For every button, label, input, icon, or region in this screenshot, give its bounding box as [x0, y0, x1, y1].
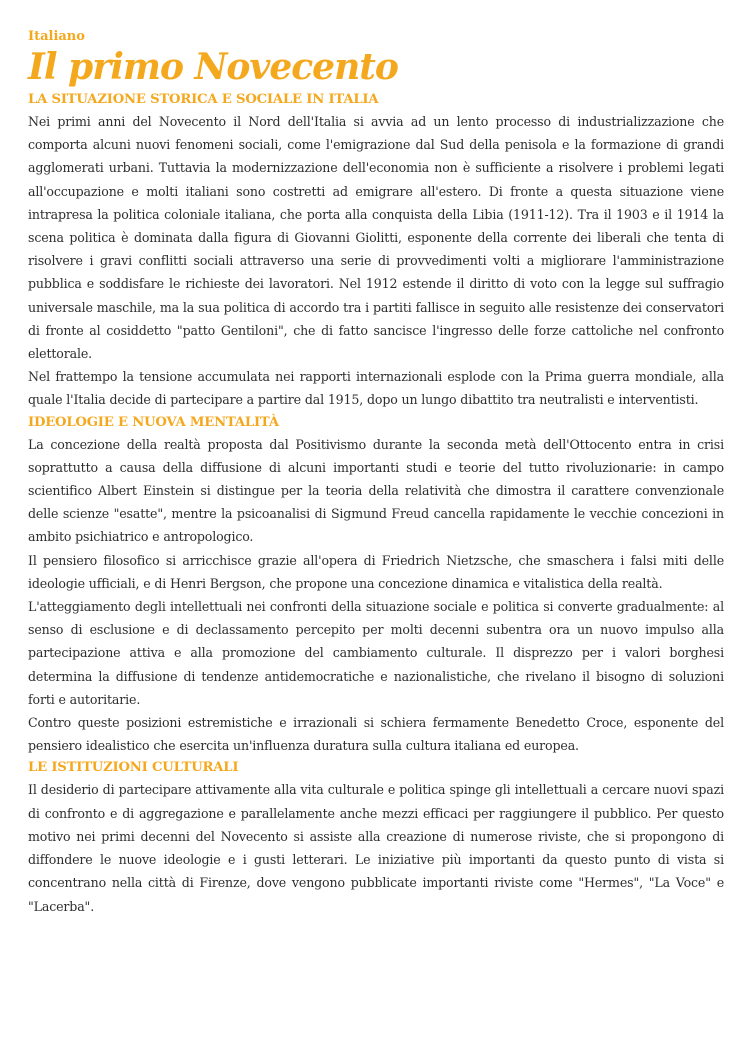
- section-heading: LA SITUAZIONE STORICA E SOCIALE IN ITALIA: [28, 92, 379, 107]
- subject-label: Italiano: [28, 29, 85, 44]
- paragraph: L'atteggiamento degli intellettuali nei confronti della situazione sociale e politica si converte gradualmente: al senso di esclusione e di declassamento percepito per molti decenni subentra ora un nuovo impulso alla partecipazione attiva e alla promozione del cambiamento culturale. Il disprezzo per i valori borghesi determina la diffusione di tendenze antidemocratiche e nazionalistiche, che rivelano il bisogno di soluzioni forti e autoritarie.: [28, 599, 724, 707]
- paragraph: Il pensiero filosofico si arricchisce grazie all'opera di Friedrich Nietzsche, che smaschera i falsi miti delle ideologie ufficiali, e di Henri Bergson, che propone una concezione dinamica e vitalistica della realtà.: [28, 552, 724, 591]
- section-heading: LE ISTITUZIONI CULTURALI: [28, 760, 239, 776]
- section-historical-social: [28, 89, 724, 412]
- section-heading: IDEOLOGIE E NUOVA MENTALITÀ: [28, 414, 279, 430]
- document-page: [28, 28, 724, 918]
- section-ideologies: [28, 412, 724, 758]
- paragraph: Nel frattempo la tensione accumulata nei rapporti internazionali esplode con la Prima guerra mondiale, alla quale l'Italia decide di partecipare a partire dal 1915, dopo un lungo dibattito tra neutralisti e interventisti.: [28, 369, 724, 408]
- paragraph: Nei primi anni del Novecento il Nord dell'Italia si avvia ad un lento processo di industrializzazione che comporta alcuni nuovi fenomeni sociali, come l'emigrazione dal Sud della penisola e la formazione di grandi agglomerati urbani. Tuttavia la modernizzazione dell'economia non è sufficiente a risolvere i problemi legati all'occupazione e molti italiani sono costretti ad emigrare all'estero. Di fronte a questa situazione viene intrapresa la politica coloniale italiana, che porta alla conquista della Libia (1911-12). Tra il 1903 e il 1914 la scena politica è dominata dalla figura di Giovanni Giolitti, esponente della corrente dei liberali che tenta di risolvere i gravi conflitti sociali attraverso una serie di provvedimenti volti a migliorare l'amministrazione pubblica e soddisfare le richieste dei lavoratori. Nel 1912 estende il diritto di voto con la legge sul suffragio universale maschile, ma la sua politica di accordo tra i partiti fallisce in seguito alle resistenze dei conservatori di fronte al cosiddetto "patto Gentiloni", che di fatto sancisce l'ingresso delle forze cattoliche nel confronto elettorale.: [28, 114, 724, 362]
- paragraph: La concezione della realtà proposta dal Positivismo durante la seconda metà dell'Ottocento entra in crisi soprattutto a causa della diffusione di alcuni importanti studi e teorie del tutto rivoluzionarie: in campo scientifico Albert Einstein si distingue per la teoria della relatività che dimostra il carattere convenzionale delle scienze "esatte", mentre la psicoanalisi di Sigmund Freud cancella rapidamente le vecchie concezioni in ambito psichiatrico e antropologico.: [28, 436, 724, 545]
- page-title: Il primo Novecento: [28, 46, 398, 88]
- paragraph: Contro queste posizioni estremistiche e irrazionali si schiera fermamente Benedetto Croce, esponente del pensiero idealistico che esercita un'influenza duratura sulla cultura italiana ed europea.: [28, 715, 724, 754]
- paragraph: Il desiderio di partecipare attivamente alla vita culturale e politica spinge gli intellettuali a cercare nuovi spazi di confronto e di aggregazione e parallelamente anche mezzi efficaci per raggiungere il pubblico. Per questo motivo nei primi decenni del Novecento si assiste alla creazione di numerose riviste, che si propongono di diffondere le nuove ideologie e i gusti letterari. Le iniziative più importanti da questo punto di vista si concentrano nella città di Firenze, dove vengono pubblicate importanti riviste come "Hermes", "La Voce" e "Lacerba".: [28, 782, 724, 914]
- section-cultural-institutions: [28, 757, 724, 917]
